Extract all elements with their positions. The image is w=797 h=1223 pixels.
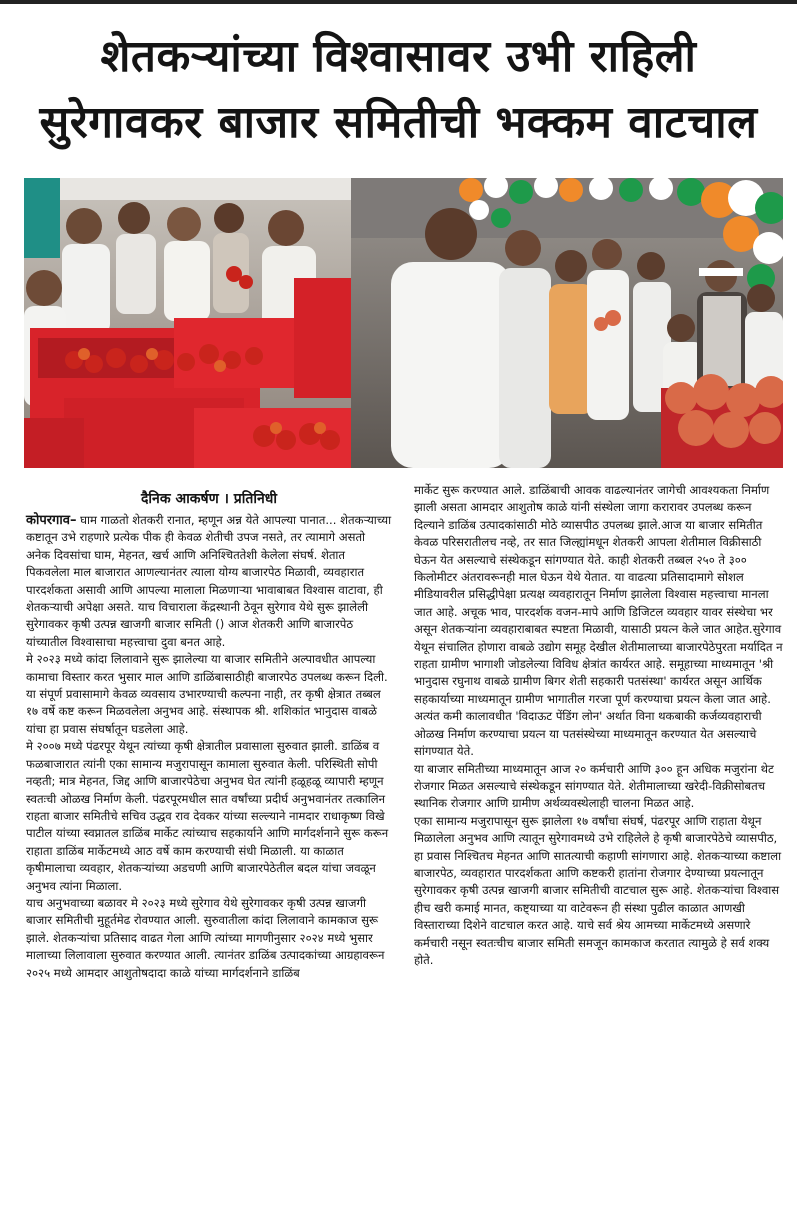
tomato-market-photo bbox=[24, 178, 351, 468]
article-paragraph: या बाजार समितीच्या माध्यमातून आज २० कर्मचारी आणि ३०० हून अधिक मजुरांना थेट रोजगार मिळत असल्याचे संस्थेकडून सांगण्यात येते. शेतीमालाच्या खरेदी-विक्रीसोबतच स्थानिक रोजगार आणि ग्रामीण अर्थव्यवस्थेलाही चालना मिळत आहे. bbox=[414, 761, 774, 811]
byline: दैनिक आकर्षण । प्रतिनिधी bbox=[141, 491, 277, 507]
article-column-left bbox=[26, 488, 392, 982]
dateline: कोपरगाव– bbox=[26, 513, 77, 528]
article-paragraph: एका सामान्य मजुरापासून सुरू झालेला १७ वर्षांचा संघर्ष, पंढरपूर आणि राहाता येथून मिळालेला अनुभव आणि त्यातून सुरेगावमध्ये उभे राहिलेले हे कृषी बाजारपेठेचे व्यासपीठ, हा प्रवास निश्चितच मेहनत आणि सातत्याची कहाणी सांगणारा आहे. शेतकऱ्याच्या कष्टाला बाजारपेठ, व्यवहारात पारदर्शकता आणि कष्टकरी हातांना रोजगार देण्याच्या प्रयत्नातून सुरेगावकर कृषी उत्पन्न खाजगी बाजार समितीची वाटचाल सुरू आहे. शेतकऱ्यांचा विश्वास हीच खरी कमाई मानत, कष्ट्याच्या या वाटेवरून ही संस्था पुढील काळात आणखी विस्ताराच्या दिशेने वाटचाल करत आहे. याचे सर्व श्रेय आमच्या मार्केटमध्ये असणारे कर्मचारी नसून स्वतःचीच बाजार समिती समजून कामकाज करतात त्यामुळे हे सर्व शक्य होते. bbox=[414, 813, 782, 967]
article-paragraph bbox=[26, 512, 392, 651]
article-paragraph: याच अनुभवाच्या बळावर मे २०२३ मध्ये सुरेगाव येथे सुरेगावकर कृषी उत्पन्न खाजगी बाजार समितीची मुहूर्तमेढ रोवण्यात आली. सुरुवातीला कांदा लिलावाने कामकाज सुरू झाले. शेतकऱ्यांचा प्रतिसाद वाढत गेला आणि त्यांच्या मागणीनुसार २०२४ मध्ये भुसार मालाच्या लिलावाला सुरुवात करण्यात आली. त्यानंतर डाळिंब उत्पादकांच्या आग्रहावरून २०२५ मध्ये आमदार आशुतोषदादा काळे यांच्या मार्गदर्शनाने डाळिंब bbox=[26, 895, 385, 980]
article-paragraph: मे २०२३ मध्ये कांदा लिलावाने सुरू झालेल्या या बाजार समितीने अल्पावधीत आपल्या कामाचा विस्तार करत भुसार माल आणि डाळिंबासाठीही बाजारपेठ उपलब्ध करून दिली. या संपूर्ण प्रवासामागे केवळ व्यवसाय उभारण्याची कल्पना नाही, तर कृषी क्षेत्रात तब्बल १७ वर्षे कष्ट करून मिळवलेला अनुभव आहे. संस्थापक श्री. शशिकांत भानुदास वाबळे यांचा हा प्रवास संघर्षातून घडलेला आहे. bbox=[26, 652, 388, 736]
pomegranate-auction-photo bbox=[351, 178, 783, 468]
article-column-right bbox=[414, 482, 784, 969]
article-paragraph: मार्केट सुरू करण्यात आले. डाळिंबाची आवक वाढल्यानंतर जागेची आवश्यकता निर्माण झाली असता आमदार आशुतोष काळे यांनी संस्थेला जागा करारावर उपलब्ध करून दिल्याने डाळिंब उत्पादकांसाठी मोठे व्यासपीठ उपलब्ध झाले.आज या बाजार समितीत केवळ परिसरातीलच नव्हे, तर सात जिल्ह्यांमधून शेतकरी आपला शेतीमाल विक्रीसाठी घेऊन येत असल्याचे संस्थेकडून सांगण्यात येते. काही शेतकरी तब्बल २५० ते ३०० किलोमीटर अंतरावरूनही माल घेऊन येथे येतात. या वाढत्या प्रतिसादामागे सोशल मीडियावरील प्रसिद्धीपेक्षा प्रत्यक्ष व्यवहारातून निर्माण झालेला विश्वास महत्त्वाचा मानला जात आहे. अचूक भाव, पारदर्शक वजन-मापे आणि डिजिटल व्यवहार यावर संस्थेचा भर असून शेतकऱ्यांना व्यवहाराबाबत स्पष्टता मिळावी, यासाठी प्रयत्न केले जात आहेत.सुरेगाव येथून संचालित होणारा वाबळे उद्योग समूह देखील शेतीमालाच्या बाजारपेठेपुरता मर्यादित न राहता ग्रामीण भागाशी जोडलेल्या विविध क्षेत्रांत कार्यरत आहे. समूहाच्या माध्यमातून 'श्री भानुदास रघुनाथ वाबळे ग्रामीण बिगर शेती सहकारी पतसंस्था' कार्यरत असून आर्थिक सहकार्याच्या माध्यमातून ग्रामीण भागातील गरजा पूर्ण करण्याचा प्रयत्न केला जात आहे. अत्यंत कमी कालावधीत 'विदाऊट पेंडिंग लोन' अर्थात विना थकबाकी कर्जव्यवहाराची ओळख निर्माण करण्याचा प्रयत्न या पतसंस्थेच्या माध्यमातून करण्यात येत असल्याचे सांगण्यात येते. bbox=[414, 483, 783, 759]
top-rule bbox=[0, 0, 797, 4]
headline bbox=[0, 28, 797, 152]
headline-line-2: सुरेगावकर बाजार समितीची भक्कम वाटचाल bbox=[39, 97, 758, 148]
paragraph-text: घाम गाळतो शेतकरी रानात, म्हणून अन्न येते आपल्या पानात... शेतकऱ्याच्या कष्टातून उभे राहणारे प्रत्येक पीक ही केवळ शेतीची उपज नसते, तर त्यामागे असतो अनेक दिवसांचा घाम, मेहनत, खर्च आणि अनिश्चिततेशी केलेला संघर्ष. शेतात पिकवलेला माल बाजारात आणल्यानंतर त्याला योग्य बाजारपेठ मिळावी, व्यवहारात पारदर्शकता असावी आणि आपल्या मालाला मिळणाऱ्या भावाबाबत विश्वास वाटावा, ही शेतकऱ्याची अपेक्षा असते. याच विचाराला केंद्रस्थानी ठेवून सुरेगाव येथे सुरू झालेली सुरेगावकर कृषी उत्पन्न खाजगी बाजार समिती () आज शेतकरी आणि बाजारपेठ यांच्यातील विश्वासाचा महत्त्वाचा दुवा बनत आहे. bbox=[26, 513, 392, 649]
headline-line-1: शेतकऱ्यांच्या विश्वासावर उभी राहिली bbox=[100, 31, 697, 82]
article-paragraph: मे २००७ मध्ये पंढरपूर येथून त्यांच्या कृषी क्षेत्रातील प्रवासाला सुरुवात झाली. डाळिंब व फळबाजारात त्यांनी एका सामान्य मजुरापासून कामाला सुरुवात केली. परिस्थिती सोपी नव्हती; मात्र मेहनत, जिद्द आणि बाजारपेठेचा अनुभव घेत त्यांनी हळूहळू व्यापारी म्हणून स्वतःची ओळख निर्माण केली. पंढरपूरमधील सात वर्षांच्या प्रदीर्घ अनुभवानंतर तत्कालिन राहता बाजार समितीचे सचिव उद्धव राव देवकर यांच्या सल्ल्याने नामदार राधाकृष्ण विखे पाटील यांच्या स्वप्नातल डाळिंब मार्केट त्यांच्याच सहकार्याने आणि मार्गदर्शनाने सुरू करून राहाता डाळिंब मार्केटमध्ये आठ वर्षे काम करण्याची संधी मिळाली. या काळात कृषीमालाचा व्यवहार, शेतकऱ्यांच्या अडचणी आणि बाजारपेठेतील बदल यांचा जवळून अनुभव त्यांना मिळाला. bbox=[26, 739, 389, 893]
